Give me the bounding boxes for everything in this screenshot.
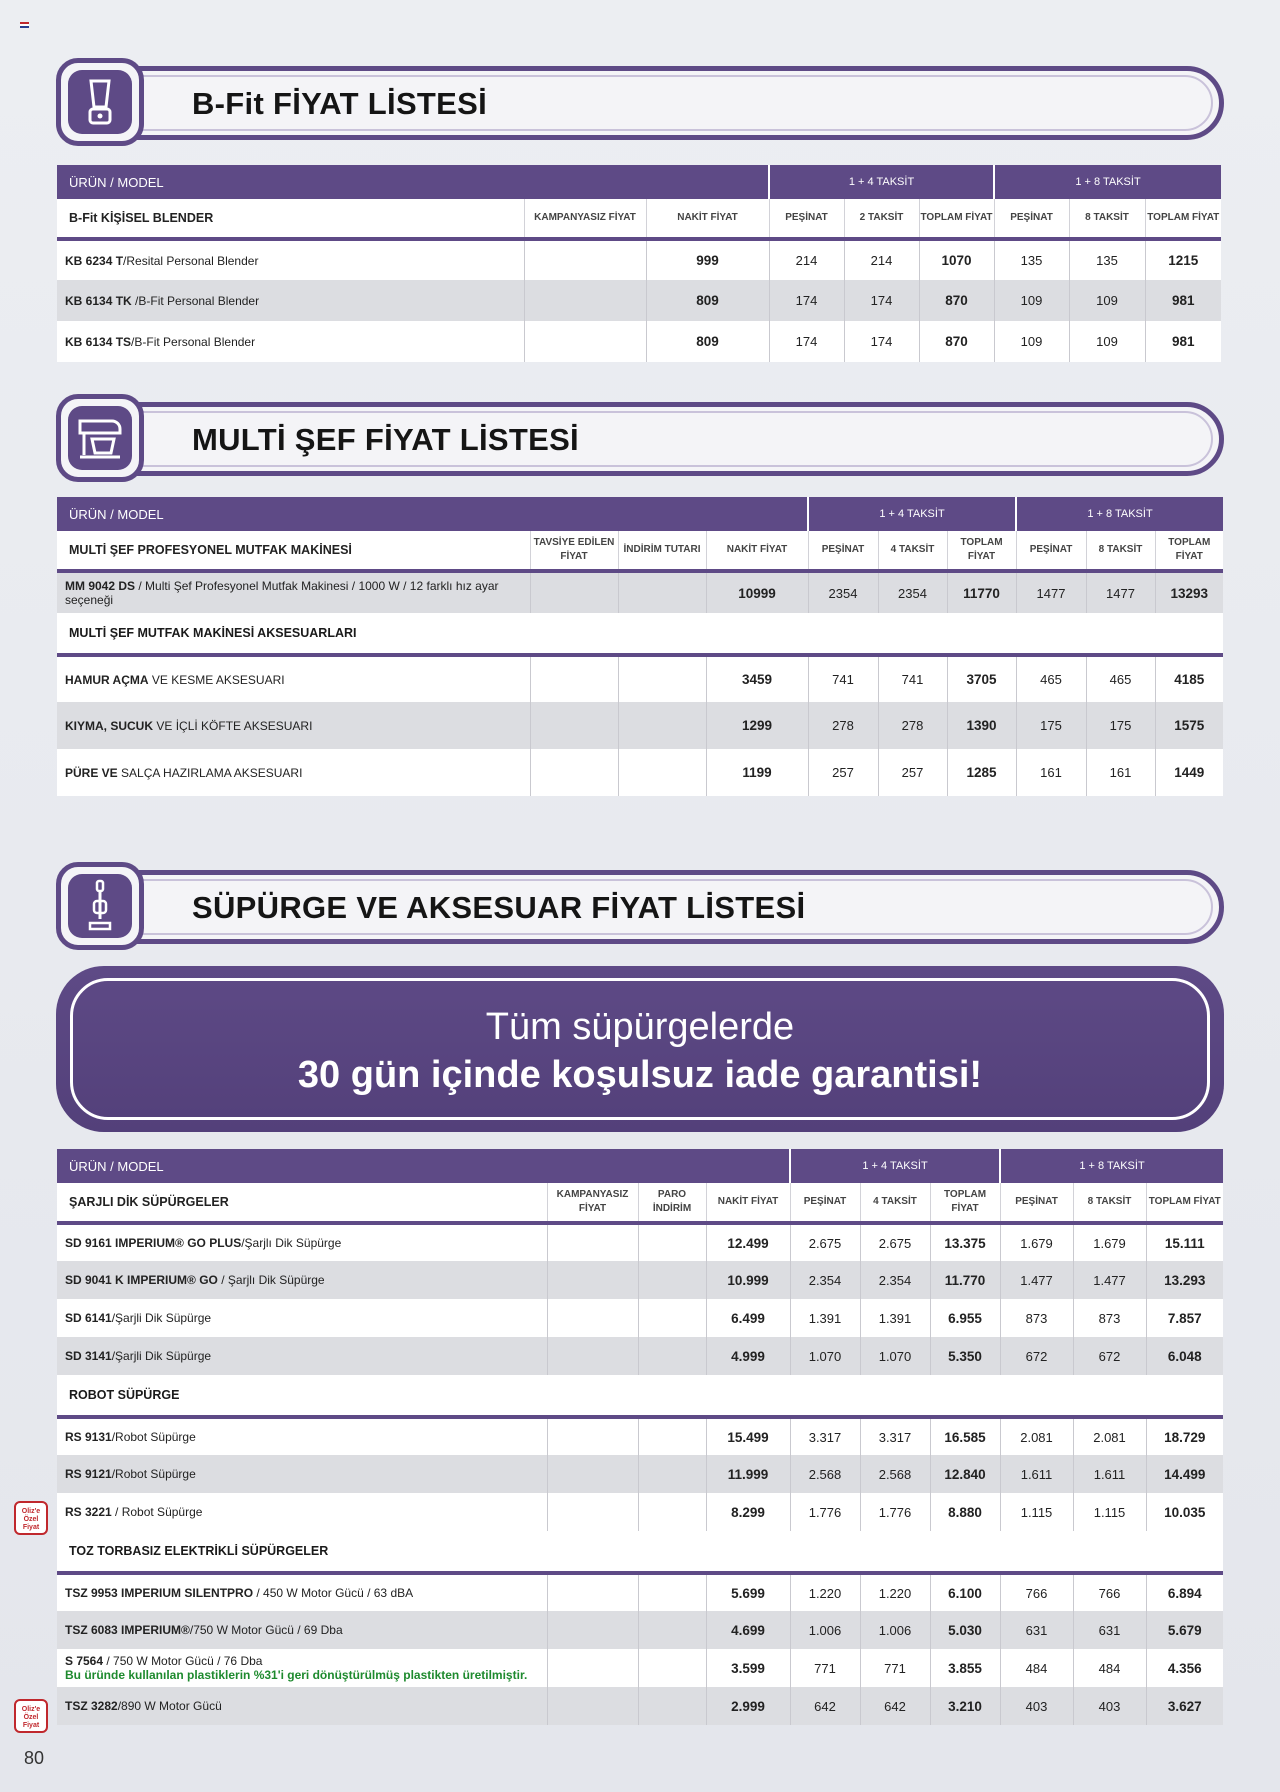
down-payment-8: 873 [1000, 1299, 1073, 1337]
total-price-4: 8.880 [930, 1493, 1000, 1531]
cash-price: 2.999 [706, 1687, 790, 1725]
down-payment-4: 2.354 [790, 1261, 860, 1299]
empty-cell [638, 1611, 706, 1649]
banner-line-2: 30 gün içinde koşulsuz iade garantisi! [297, 1054, 983, 1096]
product-code: S 7564 [65, 1654, 104, 1668]
col-down8: PEŞİNAT [1000, 1183, 1073, 1223]
product-code: TSZ 9953 IMPERIUM SILENTPRO [65, 1586, 254, 1600]
cash-price: 12.499 [706, 1223, 790, 1261]
empty-cell [638, 1573, 706, 1611]
col-total8: TOPLAM FİYAT [1145, 199, 1221, 239]
product-desc: / 450 W Motor Gücü / 63 dBA [253, 1586, 414, 1600]
total-price-8: 15.111 [1146, 1223, 1223, 1261]
cash-price: 809 [646, 280, 769, 321]
installment-4: 1.006 [860, 1611, 930, 1649]
table-row [57, 1455, 1223, 1493]
total-price-8: 981 [1145, 280, 1221, 321]
table-row [57, 1223, 1223, 1261]
guarantee-banner [56, 966, 1224, 1132]
down-payment-4: 771 [790, 1649, 860, 1687]
empty-cell [547, 1417, 638, 1455]
table-row [57, 655, 1223, 702]
total-price-8: 13293 [1155, 571, 1223, 613]
total-price-8: 1575 [1155, 702, 1223, 749]
down-payment-8: 465 [1016, 655, 1086, 702]
cash-price: 809 [646, 321, 769, 362]
product-model-header: ÜRÜN / MODEL [57, 165, 769, 199]
cash-price: 3459 [706, 655, 808, 702]
down-payment-4: 642 [790, 1687, 860, 1725]
table-row [57, 1611, 1223, 1649]
empty-cell [530, 655, 618, 702]
installment-8: 1.679 [1073, 1223, 1146, 1261]
empty-cell [524, 321, 646, 362]
installment-8: 1.611 [1073, 1455, 1146, 1493]
total-price-4: 6.100 [930, 1573, 1000, 1611]
table-row [57, 1337, 1223, 1375]
col-cash: NAKİT FİYAT [646, 199, 769, 239]
product-desc: / 750 W Motor Gücü / 76 Dba [103, 1654, 263, 1668]
total-price-8: 18.729 [1146, 1417, 1223, 1455]
product-name [57, 239, 524, 280]
col-inst8: 8 TAKSİT [1073, 1183, 1146, 1223]
table-row [57, 749, 1223, 796]
recycled-note: Bu üründe kullanılan plastiklerin %31'i geri dönüştürülmüş plastikten üretilmiştir. [65, 1668, 528, 1682]
total-price-8: 1215 [1145, 239, 1221, 280]
down-payment-4: 174 [769, 321, 844, 362]
subsection-header-row [57, 613, 1223, 655]
product-desc: / Multi Şef Profesyonel Mutfak Makinesi / 1000 W / 12 farklı hız ayar seçeneği [65, 579, 499, 607]
empty-cell [547, 1337, 638, 1375]
product-name [57, 1223, 547, 1261]
cash-price: 8.299 [706, 1493, 790, 1531]
installment-4: 642 [860, 1687, 930, 1725]
product-name [57, 702, 530, 749]
table-row [57, 1649, 1223, 1687]
flag-icon [20, 22, 29, 28]
down-payment-8: 175 [1016, 702, 1086, 749]
subsection-title: MULTİ ŞEF MUTFAK MAKİNESİ AKSESUARLARI [57, 613, 1223, 655]
product-code: MM 9042 DS [65, 579, 136, 593]
installment-8: 161 [1086, 749, 1155, 796]
installment-4: 1.220 [860, 1573, 930, 1611]
table-row [57, 239, 1221, 280]
total-price-4: 1285 [947, 749, 1016, 796]
vacuum-title: SÜPÜRGE VE AKSESUAR FİYAT LİSTESİ [192, 890, 806, 925]
subsection-title: TOZ TORBASIZ ELEKTRİKLİ SÜPÜRGELER [57, 1531, 1223, 1573]
installment-4: 741 [878, 655, 947, 702]
product-model-header: ÜRÜN / MODEL [57, 497, 808, 531]
total-price-4: 3705 [947, 655, 1016, 702]
col-inst8: 8 TAKSİT [1086, 531, 1155, 571]
product-name [57, 321, 524, 362]
table-row [57, 1299, 1223, 1337]
table-row [57, 1493, 1223, 1531]
plan8-header: 1 + 8 TAKSİT [1016, 497, 1223, 531]
product-code: SD 9041 K IMPERIUM® GO [65, 1273, 218, 1287]
installment-8: 109 [1069, 280, 1145, 321]
product-code: HAMUR AÇMA [65, 672, 149, 687]
product-name [57, 1261, 547, 1299]
total-price-4: 870 [919, 321, 994, 362]
empty-cell [547, 1687, 638, 1725]
down-payment-4: 1.391 [790, 1299, 860, 1337]
product-desc: /B-Fit Personal Blender [131, 334, 256, 349]
total-price-8: 5.679 [1146, 1611, 1223, 1649]
product-name [57, 1611, 547, 1649]
total-price-4: 1390 [947, 702, 1016, 749]
total-price-8: 13.293 [1146, 1261, 1223, 1299]
empty-cell [618, 571, 706, 613]
cash-price: 4.999 [706, 1337, 790, 1375]
product-desc: /750 W Motor Gücü / 69 Dba [189, 1623, 343, 1637]
down-payment-4: 1.006 [790, 1611, 860, 1649]
plan4-header: 1 + 4 TAKSİT [808, 497, 1016, 531]
product-desc: /890 W Motor Gücü [117, 1699, 222, 1713]
plan4-header: 1 + 4 TAKSİT [769, 165, 994, 199]
total-price-4: 3.210 [930, 1687, 1000, 1725]
banner-line-1: Tüm süpürgelerde [485, 1006, 795, 1048]
total-price-8: 7.857 [1146, 1299, 1223, 1337]
product-name [57, 1337, 547, 1375]
installment-8: 135 [1069, 239, 1145, 280]
multisef-price-table [57, 497, 1223, 796]
cash-price: 10.999 [706, 1261, 790, 1299]
down-payment-4: 2.568 [790, 1455, 860, 1493]
bfit-section-header [56, 58, 1224, 146]
col-inst8: 8 TAKSİT [1069, 199, 1145, 239]
col-campaign: KAMPANYASIZ FİYAT [547, 1183, 638, 1223]
cash-price: 1299 [706, 702, 808, 749]
subsection-header-row [57, 1375, 1223, 1417]
empty-cell [524, 280, 646, 321]
empty-cell [638, 1223, 706, 1261]
col-total4: TOPLAM FİYAT [930, 1183, 1000, 1223]
vacuum-price-table [57, 1149, 1223, 1725]
total-price-8: 10.035 [1146, 1493, 1223, 1531]
empty-cell [638, 1337, 706, 1375]
col-discount: İNDİRİM TUTARI [618, 531, 706, 571]
empty-cell [547, 1649, 638, 1687]
installment-4: 1.776 [860, 1493, 930, 1531]
installment-4: 214 [844, 239, 919, 280]
total-price-4: 11.770 [930, 1261, 1000, 1299]
product-desc: / Şarjlı Dik Süpürge [217, 1273, 325, 1287]
product-desc: /Şarjlı Dik Süpürge [241, 1236, 342, 1250]
empty-cell [547, 1261, 638, 1299]
installment-4: 174 [844, 280, 919, 321]
group-header: ŞARJLI DİK SÜPÜRGELER [57, 1183, 547, 1223]
product-code: KB 6134 TS [65, 334, 132, 349]
empty-cell [530, 749, 618, 796]
product-name [57, 1573, 547, 1611]
product-name [57, 655, 530, 702]
down-payment-4: 741 [808, 655, 878, 702]
product-desc: /B-Fit Personal Blender [131, 293, 260, 308]
special-price-badge: Oliz'e Özel Fiyat [14, 1699, 48, 1733]
product-code: SD 9161 IMPERIUM® GO PLUS [65, 1236, 242, 1250]
product-desc: /Resital Personal Blender [123, 253, 259, 268]
total-price-8: 6.894 [1146, 1573, 1223, 1611]
total-price-4: 3.855 [930, 1649, 1000, 1687]
installment-8: 109 [1069, 321, 1145, 362]
cash-price: 5.699 [706, 1573, 790, 1611]
product-code: KB 6134 TK [65, 293, 132, 308]
table-row [57, 321, 1221, 362]
product-code: SD 3141 [65, 1349, 112, 1363]
empty-cell [547, 1573, 638, 1611]
down-payment-8: 1.679 [1000, 1223, 1073, 1261]
empty-cell [638, 1687, 706, 1725]
down-payment-4: 1.776 [790, 1493, 860, 1531]
empty-cell [638, 1261, 706, 1299]
total-price-8: 981 [1145, 321, 1221, 362]
installment-8: 631 [1073, 1611, 1146, 1649]
down-payment-8: 161 [1016, 749, 1086, 796]
bfit-price-table [57, 165, 1221, 362]
product-desc: /Robot Süpürge [111, 1430, 196, 1444]
total-price-4: 13.375 [930, 1223, 1000, 1261]
empty-cell [524, 239, 646, 280]
product-desc: /Robot Süpürge [111, 1467, 196, 1481]
product-model-header: ÜRÜN / MODEL [57, 1149, 790, 1183]
table-row [57, 1687, 1223, 1725]
col-campaign: KAMPANYASIZ FİYAT [524, 199, 646, 239]
cash-price: 11.999 [706, 1455, 790, 1493]
col-inst4: 4 TAKSİT [878, 531, 947, 571]
down-payment-8: 1.611 [1000, 1455, 1073, 1493]
col-total4: TOPLAM FİYAT [919, 199, 994, 239]
table-row [57, 280, 1221, 321]
empty-cell [547, 1299, 638, 1337]
group-header: MULTİ ŞEF PROFESYONEL MUTFAK MAKİNESİ [57, 531, 530, 571]
installment-8: 1.115 [1073, 1493, 1146, 1531]
total-price-8: 1449 [1155, 749, 1223, 796]
group-header: B-Fit KİŞİSEL BLENDER [57, 199, 524, 239]
empty-cell [530, 702, 618, 749]
multisef-title: MULTİ ŞEF FİYAT LİSTESİ [192, 422, 579, 457]
down-payment-8: 1477 [1016, 571, 1086, 613]
down-payment-8: 484 [1000, 1649, 1073, 1687]
table-row [57, 571, 1223, 613]
plan8-header: 1 + 8 TAKSİT [1000, 1149, 1223, 1183]
installment-4: 2.675 [860, 1223, 930, 1261]
multisef-section-header [56, 394, 1224, 482]
down-payment-4: 2354 [808, 571, 878, 613]
total-price-4: 870 [919, 280, 994, 321]
installment-8: 672 [1073, 1337, 1146, 1375]
total-price-4: 5.350 [930, 1337, 1000, 1375]
down-payment-4: 278 [808, 702, 878, 749]
product-desc: SALÇA HAZIRLAMA AKSESUARI [117, 765, 303, 780]
down-payment-4: 174 [769, 280, 844, 321]
product-code: SD 6141 [65, 1311, 112, 1325]
installment-4: 257 [878, 749, 947, 796]
product-name [57, 1299, 547, 1337]
plan4-header: 1 + 4 TAKSİT [790, 1149, 1000, 1183]
product-desc: /Şarjli Dik Süpürge [111, 1311, 212, 1325]
installment-4: 2.354 [860, 1261, 930, 1299]
col-down4: PEŞİNAT [790, 1183, 860, 1223]
product-code: TSZ 6083 IMPERIUM® [65, 1623, 190, 1637]
product-name [57, 1493, 547, 1531]
down-payment-8: 1.115 [1000, 1493, 1073, 1531]
installment-4: 278 [878, 702, 947, 749]
col-inst4: 2 TAKSİT [844, 199, 919, 239]
product-name [57, 749, 530, 796]
installment-8: 465 [1086, 655, 1155, 702]
empty-cell [638, 1417, 706, 1455]
plan8-header: 1 + 8 TAKSİT [994, 165, 1221, 199]
cash-price: 15.499 [706, 1417, 790, 1455]
col-cash: NAKİT FİYAT [706, 1183, 790, 1223]
total-price-4: 6.955 [930, 1299, 1000, 1337]
empty-cell [547, 1611, 638, 1649]
empty-cell [638, 1493, 706, 1531]
empty-cell [638, 1649, 706, 1687]
table-row [57, 1417, 1223, 1455]
product-code: RS 9121 [65, 1467, 112, 1481]
total-price-8: 14.499 [1146, 1455, 1223, 1493]
down-payment-8: 135 [994, 239, 1069, 280]
cash-price: 999 [646, 239, 769, 280]
product-name [57, 280, 524, 321]
total-price-8: 4185 [1155, 655, 1223, 702]
product-desc: VE İÇLİ KÖFTE AKSESUARI [153, 718, 313, 733]
col-down4: PEŞİNAT [769, 199, 844, 239]
product-desc: / Robot Süpürge [111, 1505, 203, 1519]
product-code: TSZ 3282 [65, 1699, 118, 1713]
installment-8: 1477 [1086, 571, 1155, 613]
empty-cell [618, 749, 706, 796]
down-payment-8: 2.081 [1000, 1417, 1073, 1455]
table-row [57, 1261, 1223, 1299]
installment-4: 2.568 [860, 1455, 930, 1493]
down-payment-4: 3.317 [790, 1417, 860, 1455]
total-price-4: 5.030 [930, 1611, 1000, 1649]
page-number: 80 [24, 1748, 45, 1768]
product-name [57, 1687, 547, 1725]
down-payment-8: 1.477 [1000, 1261, 1073, 1299]
empty-cell [618, 702, 706, 749]
installment-4: 1.070 [860, 1337, 930, 1375]
total-price-8: 6.048 [1146, 1337, 1223, 1375]
product-desc: VE KESME AKSESUARI [148, 672, 285, 687]
total-price-4: 16.585 [930, 1417, 1000, 1455]
down-payment-4: 1.220 [790, 1573, 860, 1611]
subsection-title: ROBOT SÜPÜRGE [57, 1375, 1223, 1417]
empty-cell [618, 655, 706, 702]
installment-4: 1.391 [860, 1299, 930, 1337]
col-cash: NAKİT FİYAT [706, 531, 808, 571]
cash-price: 3.599 [706, 1649, 790, 1687]
installment-8: 175 [1086, 702, 1155, 749]
total-price-8: 3.627 [1146, 1687, 1223, 1725]
down-payment-4: 2.675 [790, 1223, 860, 1261]
installment-8: 873 [1073, 1299, 1146, 1337]
installment-8: 1.477 [1073, 1261, 1146, 1299]
empty-cell [638, 1299, 706, 1337]
product-name [57, 1417, 547, 1455]
cash-price: 4.699 [706, 1611, 790, 1649]
cash-price: 10999 [706, 571, 808, 613]
down-payment-8: 109 [994, 321, 1069, 362]
special-price-badge: Oliz'e Özel Fiyat [14, 1501, 48, 1535]
subsection-header-row [57, 1531, 1223, 1573]
table-row [57, 1573, 1223, 1611]
down-payment-8: 672 [1000, 1337, 1073, 1375]
product-desc: /Şarjli Dik Süpürge [111, 1349, 212, 1363]
blender-icon [68, 70, 132, 134]
col-total8: TOPLAM FİYAT [1146, 1183, 1223, 1223]
down-payment-8: 403 [1000, 1687, 1073, 1725]
empty-cell [547, 1455, 638, 1493]
down-payment-8: 109 [994, 280, 1069, 321]
vacuum-section-header [56, 862, 1224, 950]
down-payment-8: 766 [1000, 1573, 1073, 1611]
col-inst4: 4 TAKSİT [860, 1183, 930, 1223]
down-payment-8: 631 [1000, 1611, 1073, 1649]
col-total8: TOPLAM FİYAT [1155, 531, 1223, 571]
total-price-8: 4.356 [1146, 1649, 1223, 1687]
col-down8: PEŞİNAT [1016, 531, 1086, 571]
down-payment-4: 214 [769, 239, 844, 280]
empty-cell [547, 1493, 638, 1531]
installment-8: 2.081 [1073, 1417, 1146, 1455]
installment-8: 403 [1073, 1687, 1146, 1725]
col-down4: PEŞİNAT [808, 531, 878, 571]
empty-cell [638, 1455, 706, 1493]
stand-mixer-icon [68, 406, 132, 470]
bfit-title: B-Fit FİYAT LİSTESİ [192, 86, 488, 121]
total-price-4: 1070 [919, 239, 994, 280]
cash-price: 1199 [706, 749, 808, 796]
product-code: RS 3221 [65, 1505, 112, 1519]
installment-4: 2354 [878, 571, 947, 613]
installment-4: 3.317 [860, 1417, 930, 1455]
product-name [57, 571, 530, 613]
table-row [57, 702, 1223, 749]
product-name [57, 1649, 547, 1687]
cash-price: 6.499 [706, 1299, 790, 1337]
product-code: KB 6234 T [65, 253, 124, 268]
down-payment-4: 257 [808, 749, 878, 796]
total-price-4: 12.840 [930, 1455, 1000, 1493]
product-name [57, 1455, 547, 1493]
stick-vacuum-icon [68, 874, 132, 938]
col-recommended: TAVSİYE EDİLEN FİYAT [530, 531, 618, 571]
product-code: RS 9131 [65, 1430, 112, 1444]
installment-4: 771 [860, 1649, 930, 1687]
total-price-4: 11770 [947, 571, 1016, 613]
col-paro: PARO İNDİRİM [638, 1183, 706, 1223]
installment-4: 174 [844, 321, 919, 362]
down-payment-4: 1.070 [790, 1337, 860, 1375]
installment-8: 766 [1073, 1573, 1146, 1611]
col-down8: PEŞİNAT [994, 199, 1069, 239]
empty-cell [547, 1223, 638, 1261]
product-code: PÜRE VE [65, 765, 118, 780]
product-code: KIYMA, SUCUK [65, 718, 154, 733]
col-total4: TOPLAM FİYAT [947, 531, 1016, 571]
installment-8: 484 [1073, 1649, 1146, 1687]
empty-cell [530, 571, 618, 613]
